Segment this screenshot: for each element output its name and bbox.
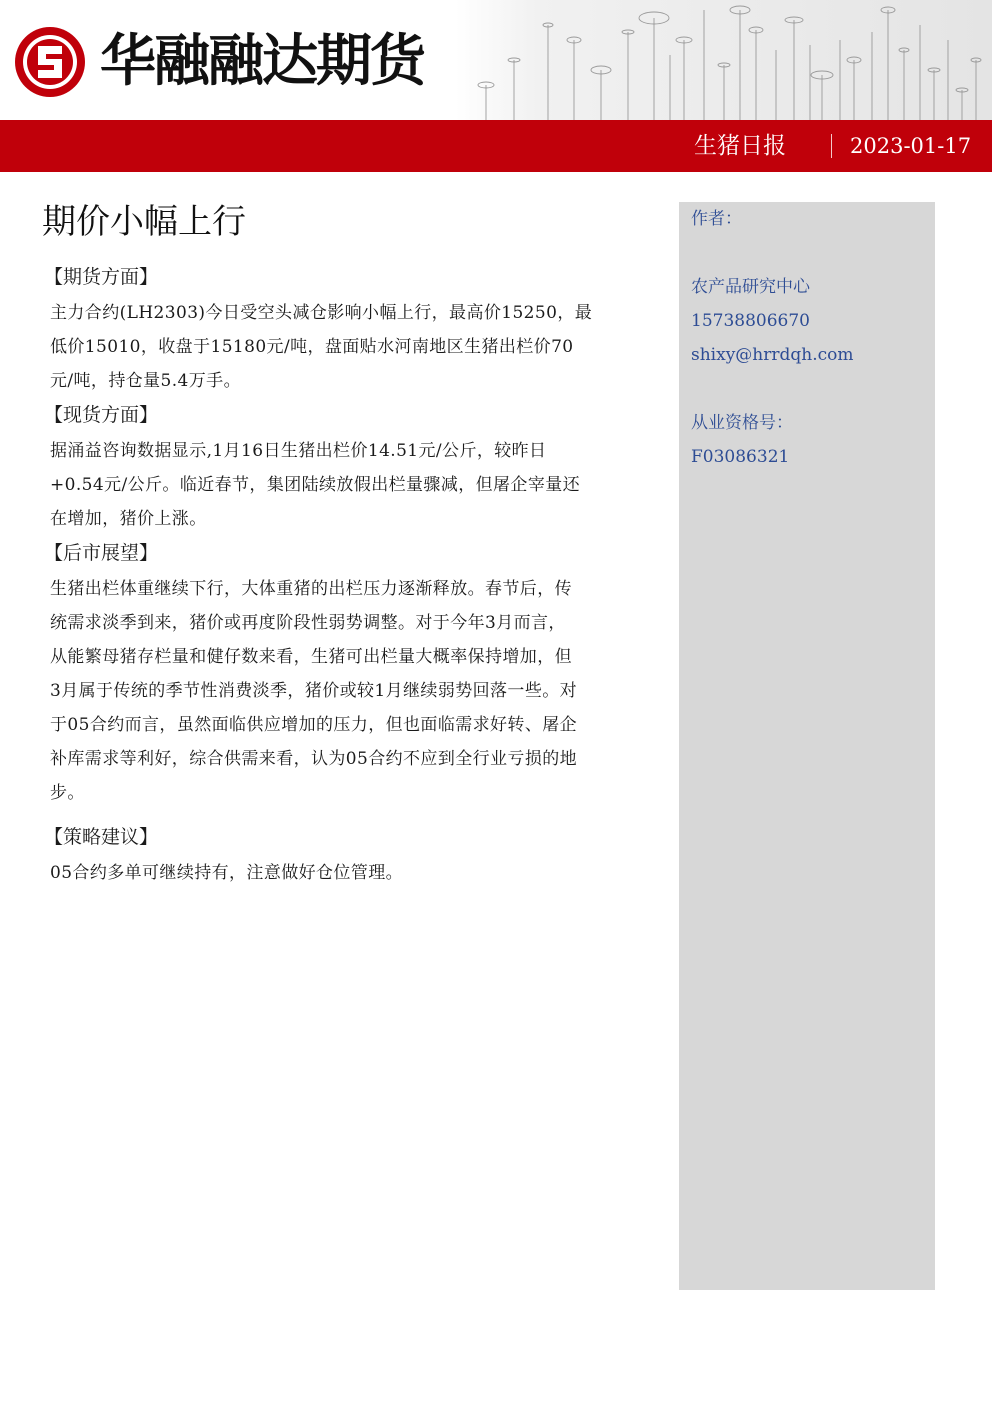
company-logo-icon — [12, 24, 88, 100]
section-heading-spot: 【现货方面】 — [44, 404, 159, 426]
section-heading-outlook: 【后市展望】 — [44, 542, 159, 564]
paragraph-line: 于05合约而言，虽然面临供应增加的压力，但也面临需求好转、屠企 — [50, 715, 578, 735]
report-body — [44, 260, 662, 890]
paragraph-line: 05合约多单可继续持有，注意做好仓位管理。 — [50, 863, 404, 883]
department-name: 农产品研究中心 — [691, 277, 810, 297]
paragraph-line: 补库需求等利好，综合供需来看，认为05合约不应到全行业亏损的地 — [50, 749, 578, 769]
license-number: F03086321 — [691, 447, 790, 467]
paragraph-line: 从能繁母猪存栏量和健仔数来看，生猪可出栏量大概率保持增加，但 — [50, 647, 572, 667]
paragraph-line: 据涌益咨询数据显示,1月16日生猪出栏价14.51元/公斤，较昨日 — [50, 441, 547, 461]
section-heading-futures: 【期货方面】 — [44, 266, 159, 288]
author-phone: 15738806670 — [691, 311, 810, 331]
author-email: shixy@hrrdqh.com — [691, 345, 854, 365]
paragraph-line: 元/吨，持仓量5.4万手。 — [50, 371, 241, 391]
page-header — [0, 0, 992, 120]
author-label: 作者： — [691, 209, 742, 229]
report-type: 生猪日报 — [694, 133, 786, 159]
paragraph-line: 生猪出栏体重继续下行，大体重猪的出栏压力逐渐释放。春节后，传 — [50, 579, 572, 599]
license-label: 从业资格号： — [691, 413, 793, 433]
paragraph-line: +0.54元/公斤。临近春节，集团陆续放假出栏量骤减，但屠企宰量还 — [50, 475, 581, 495]
section-heading-strategy: 【策略建议】 — [44, 826, 159, 848]
author-sidebar — [679, 202, 935, 1290]
header-decoration — [456, 0, 992, 120]
report-title: 期价小幅上行 — [42, 202, 246, 242]
report-banner — [0, 120, 992, 172]
section-gap — [50, 810, 662, 820]
paragraph-line: 统需求淡季到来，猪价或再度阶段性弱势调整。对于今年3月而言， — [50, 613, 566, 633]
company-name: 华融融达期货 — [100, 29, 424, 94]
paragraph-line: 3月属于传统的季节性消费淡季，猪价或较1月继续弱势回落一些。对 — [50, 681, 578, 701]
paragraph-line: 主力合约(LH2303)今日受空头减仓影响小幅上行，最高价15250，最 — [50, 303, 593, 323]
report-date: 2023-01-17 — [850, 134, 972, 158]
paragraph-line: 低价15010，收盘于15180元/吨，盘面贴水河南地区生猪出栏价70 — [50, 337, 574, 357]
banner-divider — [831, 134, 832, 158]
paragraph-line: 在增加，猪价上涨。 — [50, 509, 207, 529]
paragraph-line: 步。 — [50, 783, 85, 803]
